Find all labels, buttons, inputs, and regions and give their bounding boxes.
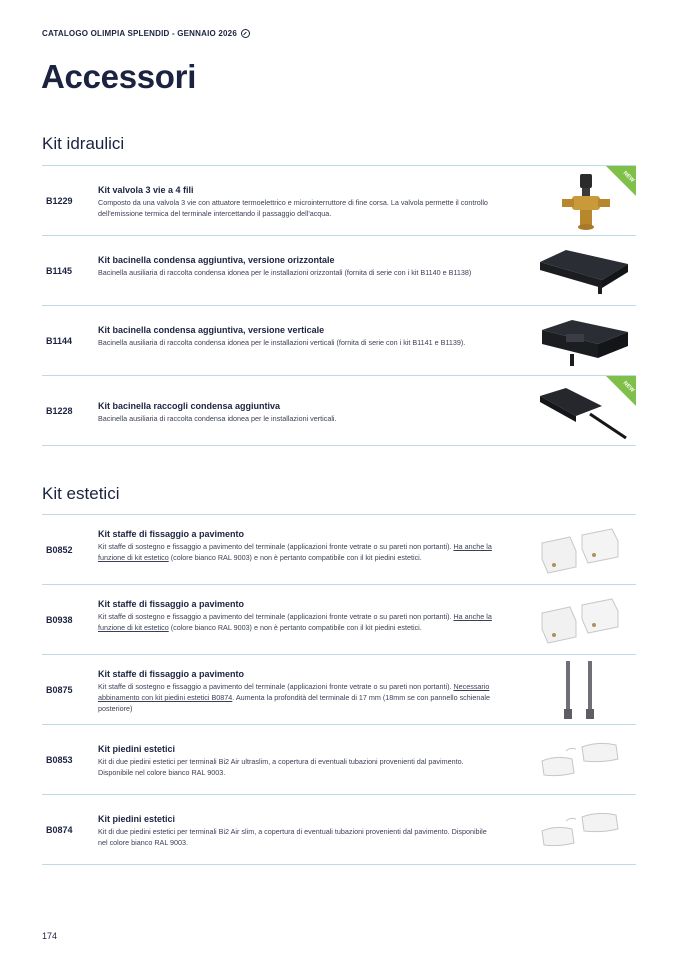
product-description xyxy=(98,599,498,633)
product-text xyxy=(98,681,498,714)
product-code: B0852 xyxy=(46,544,73,555)
aesthetic-feet-image xyxy=(536,729,632,791)
section-title-kit-estetici: Kit estetici xyxy=(42,484,120,503)
new-badge-label: NEW xyxy=(621,170,636,184)
floor-brackets-image xyxy=(536,519,632,581)
product-name: Kit bacinella condensa aggiuntiva, versione orizzontale xyxy=(98,255,335,265)
product-text-link: Ha anche la funzione di kit estetico xyxy=(98,542,492,562)
table-row xyxy=(42,306,636,376)
product-description xyxy=(98,529,498,563)
product-text: Composto da una valvola 3 vie con attuatore termoelettrico e microinterruttore di fine corsa. La valvola permette il controllo dell'emissione termica del terminale intercettando il passaggio dell'acqua. xyxy=(98,198,488,218)
product-text-part: Kit staffe di sostegno e fissaggio a pavimento del terminale (applicazioni fronte vetrate o su pareti non portanti). xyxy=(98,612,454,621)
drain-tray-vertical-image xyxy=(536,310,632,372)
section-title-kit-idraulici: Kit idraulici xyxy=(42,134,125,153)
catalog-header-text: CATALOGO OLIMPIA SPLENDID - GENNAIO 2026 xyxy=(42,29,237,38)
catalog-header xyxy=(42,29,250,38)
new-badge-label: NEW xyxy=(621,380,636,394)
table-row xyxy=(42,236,636,306)
product-text-part: (colore bianco RAL 9003) e non è pertanto compatibile con il kit piedini estetici. xyxy=(168,623,422,632)
product-code: B0938 xyxy=(46,614,73,625)
product-code: B0875 xyxy=(46,684,73,695)
aesthetic-feet-image xyxy=(536,799,632,861)
table-row xyxy=(42,585,636,655)
product-text: Bacinella ausiliaria di raccolta condensa idonea per le installazioni orizzontali (fornita di serie con i kit B1140 e B1138) xyxy=(98,268,472,277)
product-description xyxy=(98,185,498,219)
no-entry-icon xyxy=(241,29,250,38)
table-row xyxy=(42,795,636,865)
product-name: Kit staffe di fissaggio a pavimento xyxy=(98,529,245,539)
product-name: Kit bacinella condensa aggiuntiva, versione verticale xyxy=(98,325,325,335)
table-kit-idraulici xyxy=(42,165,636,446)
product-text-part: (colore bianco RAL 9003) e non è pertanto compatibile con il kit piedini estetici. xyxy=(168,553,422,562)
product-text-part: Kit staffe di sostegno e fissaggio a pavimento del terminale (applicazioni fronte vetrate o su pareti non portanti). xyxy=(98,682,454,691)
drain-tray-horizontal-image xyxy=(536,240,632,302)
product-code: B1145 xyxy=(46,265,73,276)
product-code: B1228 xyxy=(46,405,73,416)
table-row xyxy=(42,725,636,795)
condensate-tray-image xyxy=(536,380,632,442)
product-name: Kit piedini estetici xyxy=(98,814,176,824)
product-text: Bacinella ausiliaria di raccolta condensa idonea per le installazioni verticali (fornita di serie con i kit B1141 e B1139). xyxy=(98,338,466,347)
product-text-link: Necessario abbinamento con kit piedini estetici B0874 xyxy=(98,682,490,702)
product-text xyxy=(98,541,498,563)
product-text-part: . Aumenta la profondità del terminale di 17 mm (18mm se con pannello schienale posteriore) xyxy=(98,693,490,713)
product-name: Kit bacinella raccogli condensa aggiuntiva xyxy=(98,401,281,411)
product-code: B0874 xyxy=(46,824,73,835)
product-description xyxy=(98,255,498,278)
product-text: Kit di due piedini estetici per terminali Bi2 Air ultraslim, a copertura di eventuali tubazioni provenienti dal pavimento. Disponibile nel colore bianco RAL 9003. xyxy=(98,757,464,777)
table-row xyxy=(42,376,636,446)
product-text: Kit di due piedini estetici per terminali Bi2 Air slim, a copertura di eventuali tubazioni provenienti dal pavimento. Disponibile nel colore bianco RAL 9003. xyxy=(98,827,487,847)
product-text xyxy=(98,611,498,633)
page-title: Accessori xyxy=(41,58,197,95)
valve-image xyxy=(536,170,632,232)
page-number: 174 xyxy=(42,931,58,941)
table-row xyxy=(42,515,636,585)
product-description xyxy=(98,669,498,714)
product-name: Kit valvola 3 vie a 4 fili xyxy=(98,185,194,195)
table-row xyxy=(42,655,636,725)
product-description xyxy=(98,325,498,348)
product-text: Bacinella ausiliaria di raccolta condensa idonea per le installazioni verticali. xyxy=(98,414,337,423)
product-name: Kit staffe di fissaggio a pavimento xyxy=(98,669,245,679)
floor-brackets-image xyxy=(536,589,632,651)
product-description xyxy=(98,401,498,424)
product-text-link: Ha anche la funzione di kit estetico xyxy=(98,612,492,632)
product-name: Kit piedini estetici xyxy=(98,744,176,754)
product-description xyxy=(98,814,498,848)
product-code: B0853 xyxy=(46,754,73,765)
product-description xyxy=(98,744,498,778)
product-text-part: Kit staffe di sostegno e fissaggio a pavimento del terminale (applicazioni fronte vetrate o su pareti non portanti). xyxy=(98,542,454,551)
steel-brackets-image xyxy=(536,659,632,721)
product-name: Kit staffe di fissaggio a pavimento xyxy=(98,599,245,609)
table-kit-estetici xyxy=(42,514,636,865)
product-code: B1144 xyxy=(46,335,73,346)
table-row xyxy=(42,166,636,236)
product-code: B1229 xyxy=(46,195,73,206)
